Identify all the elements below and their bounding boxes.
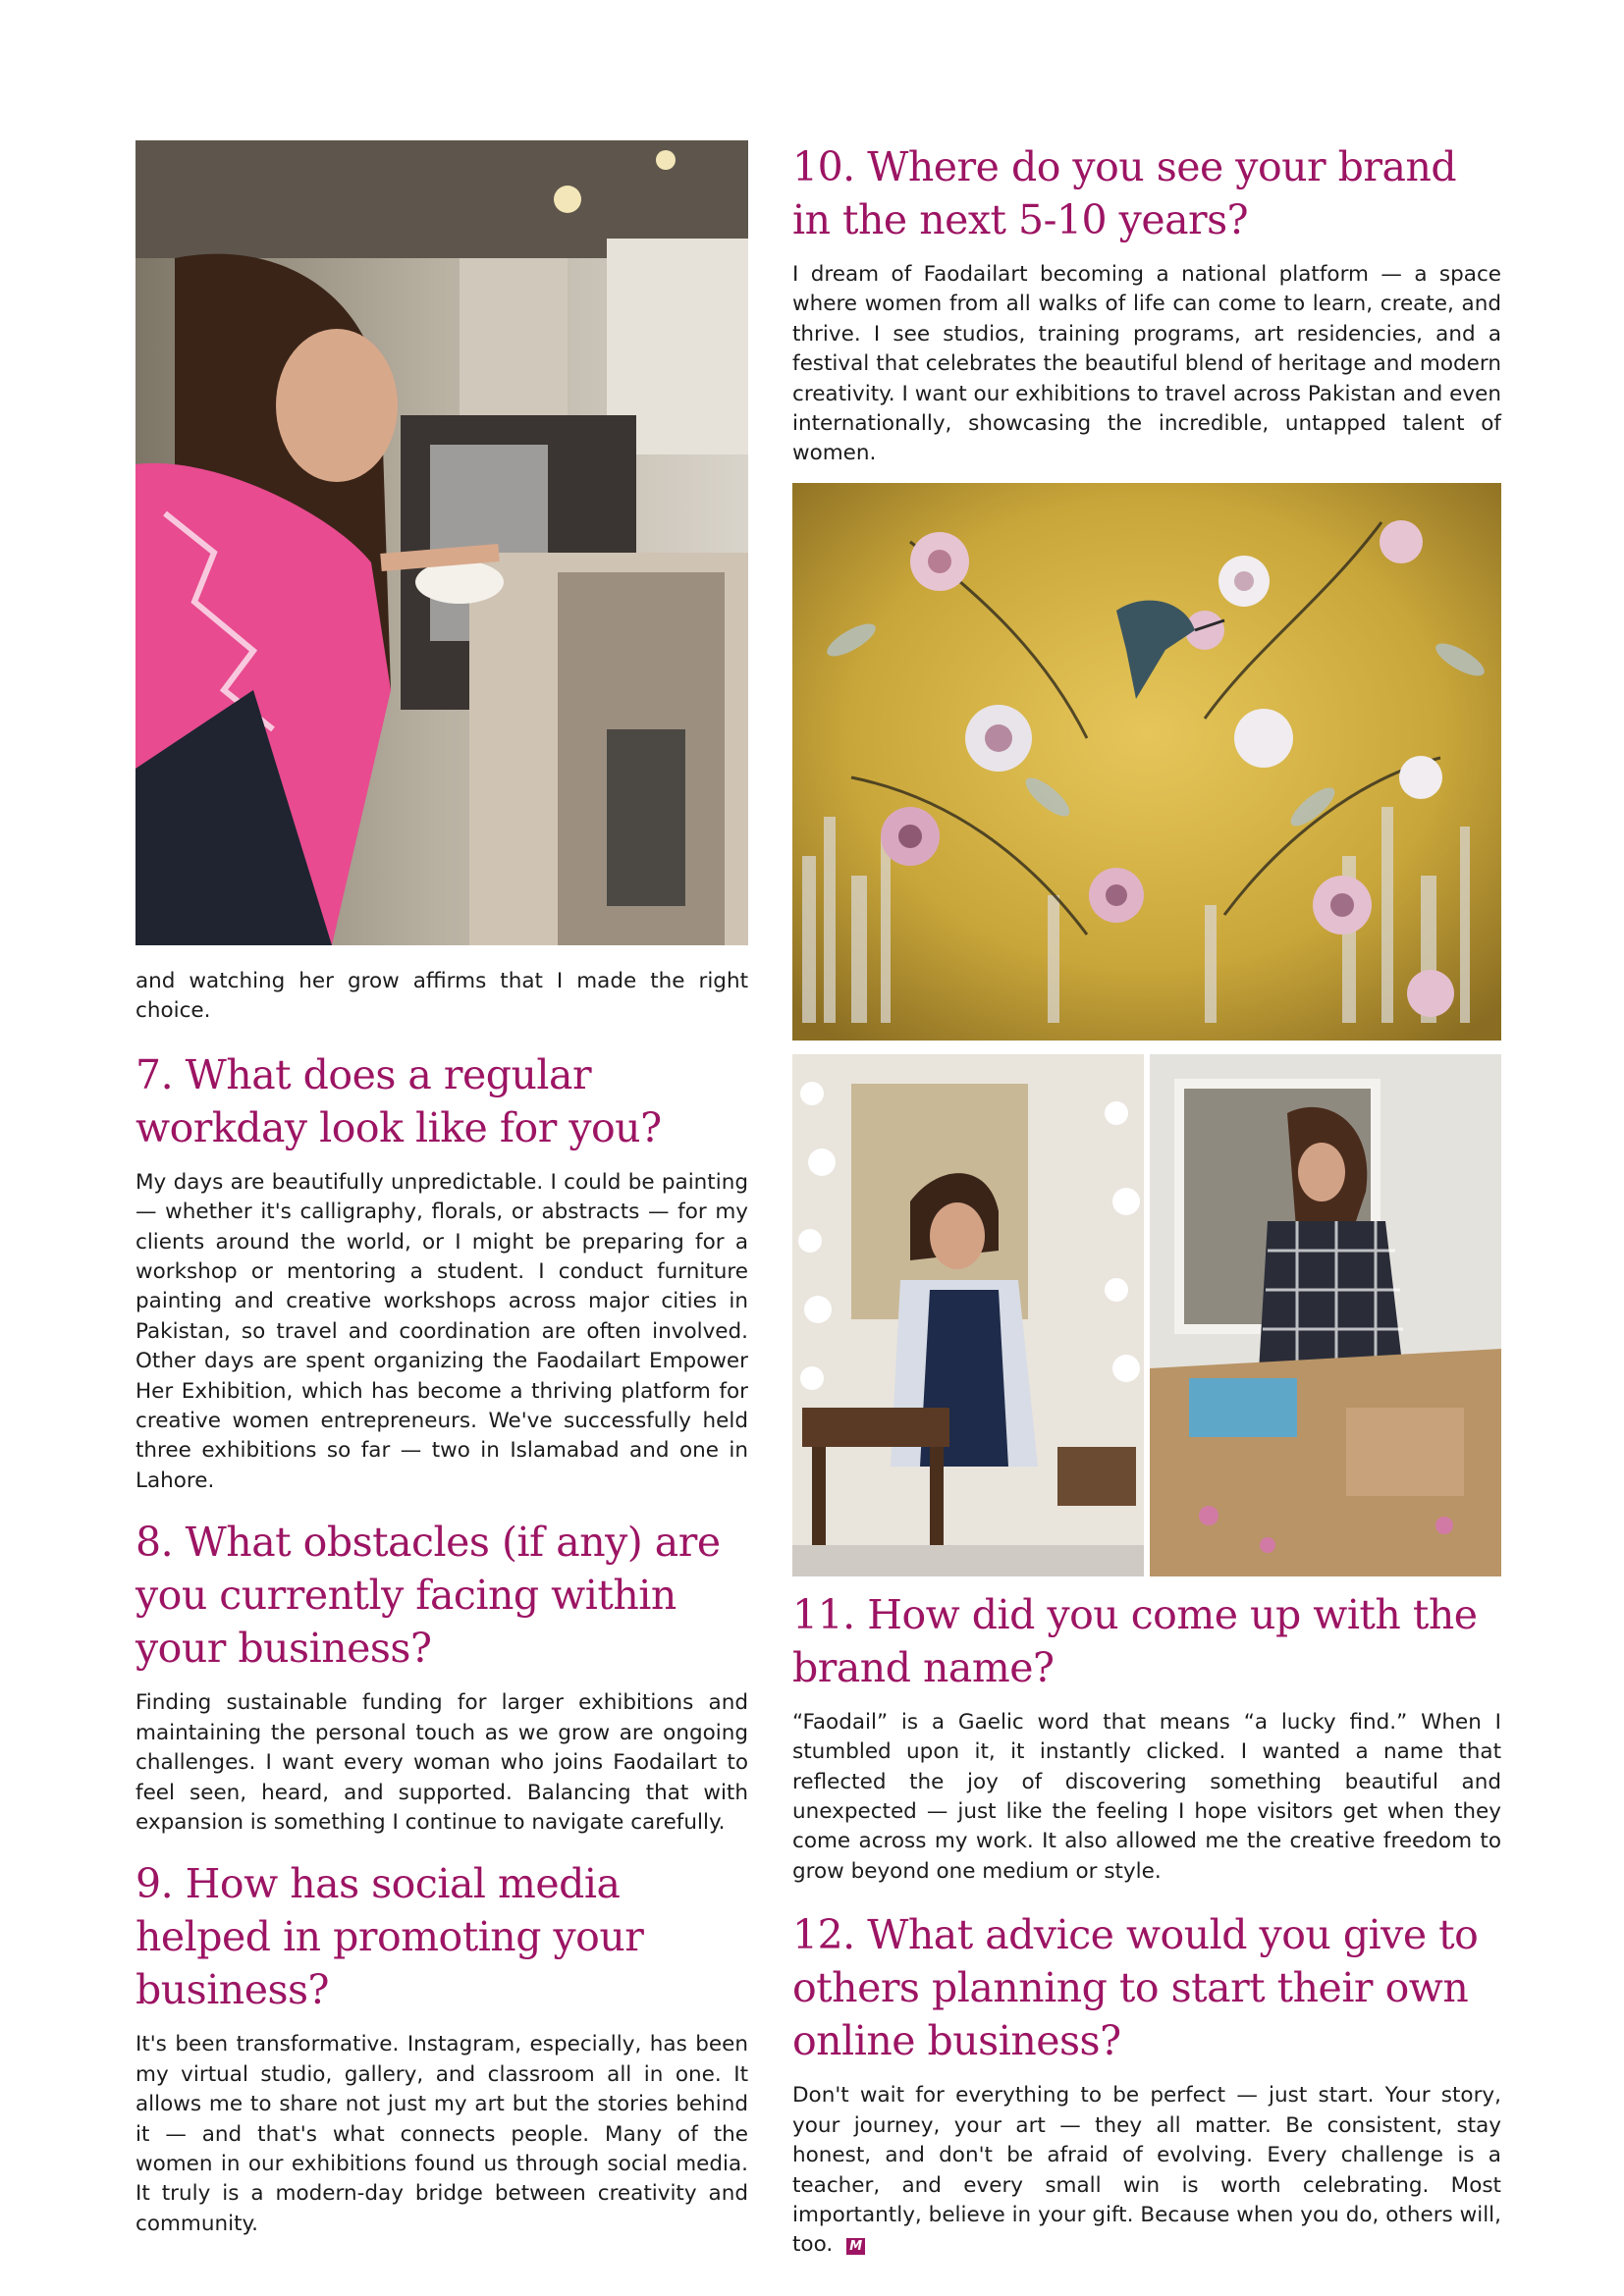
q8-heading: 8. What obstacles (if any) are you currently facing within your business? [135, 1519, 721, 1673]
q10-answer: I dream of Faodailart becoming a national platform — a space where women from all walks of life can come to learn, create, and thrive. I see studios, training programs, art residencies, and a festival that celebrates the beautiful blend of heritage and modern creativity. I want our exhibitions to travel across Pakistan and even internationally, showcasing the incredible, untapped talent of women. [792, 262, 1501, 466]
q9-answer: It's been transformative. Instagram, especially, has been my virtual studio, gallery, and classroom all in one. It allows me to share not just my art but the stories behind it — and that's what connects people. Many of the women in our exhibitions found us through social media. It truly is a modern-day bridge between creativity and community. [135, 2032, 748, 2236]
q7-heading: 7. What does a regular workday look like for you? [135, 1050, 662, 1151]
q12-answer-text: Don't wait for everything to be perfect — just start. Your story, your journey, your art — they all matter. Be consistent, stay honest, and don't be afraid of evolving. Every challenge is a teacher, and every small win is worth celebrating. Most importantly, believe in your gift. Because when you do, others will, too. [792, 2083, 1501, 2258]
left-column [135, 140, 748, 2239]
q11-answer: “Faodail” is a Gaelic word that means “a lucky find.” When I stumbled upon it, it instantly clicked. I wanted a name that reflected the joy of discovering something beautiful and unexpected — just like the feeling I hope visitors get when they come across my work. It also allowed me the creative freedom to grow beyond one medium or style. [792, 1709, 1501, 1884]
photo-participant-painting [1150, 1054, 1501, 1576]
end-mark-icon: M [846, 2238, 865, 2255]
q8-answer: Finding sustainable funding for larger exhibitions and maintaining the personal touch as we grow are ongoing challenges. I want every woman who joins Faodailart to feel seen, heard, and supported. Balancing that with expansion is something I continue to navigate carefully. [135, 1690, 748, 1835]
q7-answer: My days are beautifully unpredictable. I could be painting — whether it's calligraphy, florals, or abstracts — for my clients around the world, or I might be preparing for a workshop or mentoring a student. I conduct furniture painting and creative workshops across major cities in Pakistan, so travel and coordination are often involved. Other days are spent organizing the Faodailart Empower Her Exhibition, which has become a thriving platform for creative women entrepreneurs. We've successfully held three exhibitions so far — two in Islamabad and one in Lahore. [135, 1169, 748, 1493]
photo-row [792, 1054, 1501, 1576]
intro-tail-paragraph: and watching her grow affirms that I made the right choice. [135, 969, 748, 1024]
q12-heading-text: 12. What advice would you give to others planning to start their own online business? [792, 1911, 1479, 2065]
photo-artist-painting-furniture [135, 140, 748, 945]
q11-heading: 11. How did you come up with the brand name? [792, 1590, 1478, 1691]
q12-answer [792, 2081, 1501, 2260]
q9-heading: 9. How has social media helped in promoting your business? [135, 1860, 644, 2014]
photo-workshop-table [792, 1054, 1144, 1576]
right-column [792, 140, 1501, 2261]
q10-heading: 10. Where do you see your brand in the next 5-10 years? [792, 143, 1457, 243]
photo-gold-floral-artwork [792, 483, 1501, 1041]
q12-heading [792, 1908, 1501, 2067]
